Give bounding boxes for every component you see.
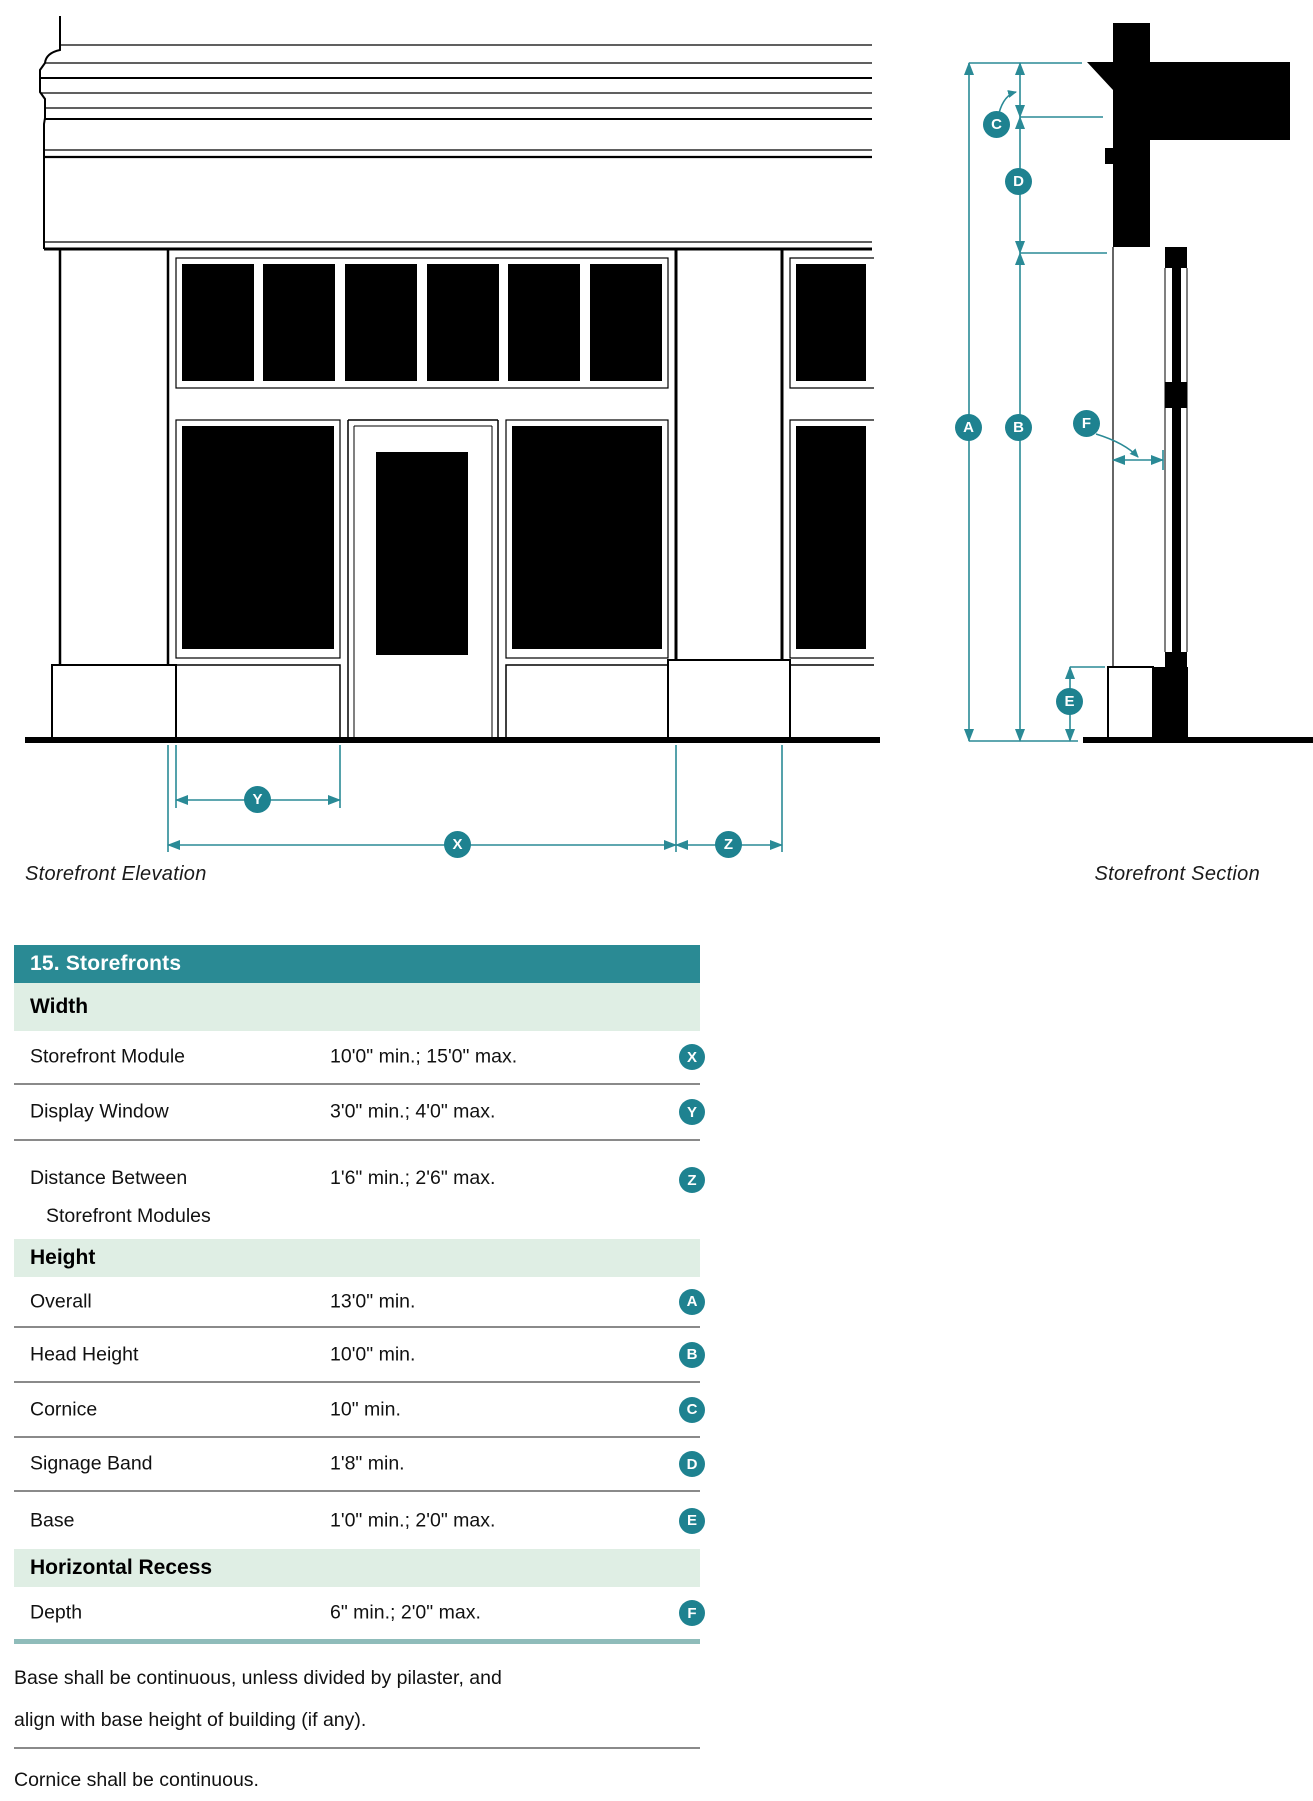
row-label: Depth	[30, 1601, 83, 1624]
storefront-spec-table	[14, 945, 700, 1801]
row-value: 10'0" min.	[330, 1343, 416, 1365]
marker-z-bubble	[715, 831, 742, 858]
row-value: 3'0" min.; 4'0" max.	[330, 1100, 496, 1123]
note-cornice	[14, 1749, 700, 1801]
row-badge-d: D	[679, 1451, 705, 1477]
elevation-caption: Storefront Elevation	[25, 863, 207, 885]
section-header-height	[14, 1239, 700, 1277]
marker-f-letter: F	[1081, 415, 1092, 432]
transom-panels	[182, 264, 662, 381]
note-base-line2: align with base height of building (if any).	[14, 1709, 367, 1731]
row-badge-b: B	[679, 1342, 705, 1368]
row-label-line2: Storefront Modules	[46, 1205, 211, 1227]
table-row	[14, 1085, 700, 1141]
note-cornice-line: Cornice shall be continuous.	[14, 1769, 259, 1791]
row-badge-x: X	[679, 1044, 705, 1070]
row-value: 1'6" min.; 2'6" max.	[330, 1167, 496, 1189]
marker-y-letter: Y	[252, 791, 263, 808]
table-row	[14, 1492, 700, 1549]
table-row	[14, 1141, 700, 1239]
section-header-recess-label: Horizontal Recess	[30, 1556, 213, 1579]
ground-line-section	[1083, 737, 1313, 743]
marker-a-bubble	[955, 414, 982, 441]
section-header-width	[14, 983, 700, 1031]
marker-b-bubble	[1005, 414, 1032, 441]
row-value: 13'0" min.	[330, 1290, 416, 1312]
marker-d-bubble	[1005, 168, 1032, 195]
note-base	[14, 1644, 700, 1749]
marker-f-bubble	[1073, 410, 1100, 437]
marker-a-letter: A	[963, 419, 974, 436]
elevation-drawing	[25, 16, 880, 743]
table-title: 15. Storefronts	[30, 952, 182, 975]
row-label: Base	[30, 1509, 75, 1531]
row-label: Overall	[30, 1290, 92, 1312]
table-row	[14, 1031, 700, 1085]
table-row	[14, 1328, 700, 1383]
marker-c-letter: C	[991, 116, 1002, 133]
row-value: 10" min.	[330, 1398, 401, 1420]
row-badge-c: C	[679, 1397, 705, 1423]
marker-e-bubble	[1056, 688, 1083, 715]
table-title-bar	[14, 945, 700, 983]
marker-x-letter: X	[452, 836, 463, 853]
row-badge-f: F	[679, 1600, 705, 1626]
section-header-recess	[14, 1549, 700, 1587]
marker-d-letter: D	[1013, 173, 1024, 190]
row-value: 6" min.; 2'0" max.	[330, 1601, 481, 1624]
door	[348, 420, 498, 739]
section-caption: Storefront Section	[1094, 863, 1260, 885]
table-row	[14, 1383, 700, 1438]
section-drawing	[1083, 23, 1313, 743]
row-value: 1'0" min.; 2'0" max.	[330, 1509, 496, 1531]
note-base-line1: Base shall be continuous, unless divided by pilaster, and	[14, 1667, 502, 1689]
marker-b-letter: B	[1013, 419, 1024, 436]
row-badge-z: Z	[679, 1167, 705, 1193]
section-header-width-label: Width	[30, 995, 89, 1018]
row-label: Signage Band	[30, 1452, 153, 1475]
table-row	[14, 1438, 700, 1492]
marker-z-letter: Z	[723, 836, 734, 853]
row-badge-y: Y	[679, 1099, 705, 1125]
row-label: Storefront Module	[30, 1045, 186, 1068]
row-value: 10'0" min.; 15'0" max.	[330, 1045, 518, 1068]
marker-x-bubble	[444, 831, 471, 858]
row-badge-e: E	[679, 1508, 705, 1534]
marker-e-letter: E	[1064, 693, 1075, 710]
row-label: Cornice	[30, 1398, 98, 1420]
row-label: Distance Between	[30, 1167, 188, 1189]
table-row	[14, 1587, 700, 1639]
table-row	[14, 1277, 700, 1328]
row-badge-a: A	[679, 1289, 705, 1315]
marker-y-bubble	[244, 786, 271, 813]
row-label: Display Window	[30, 1100, 169, 1123]
section-header-height-label: Height	[30, 1246, 96, 1269]
row-label: Head Height	[30, 1343, 139, 1365]
marker-c-bubble	[983, 111, 1010, 138]
row-value: 1'8" min.	[330, 1452, 405, 1475]
ground-line-elevation	[25, 737, 880, 743]
